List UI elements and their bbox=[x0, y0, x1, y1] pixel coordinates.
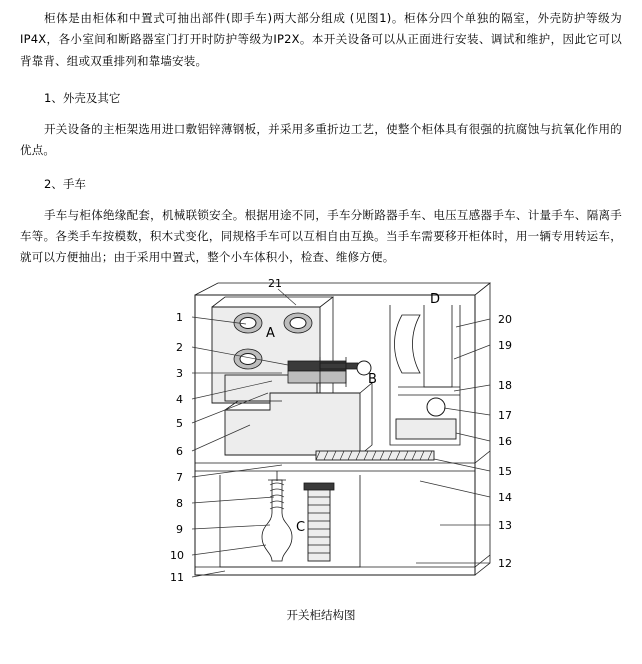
section-heading-2: 2、手车 bbox=[44, 176, 86, 191]
figure-label-2: 2 bbox=[176, 340, 183, 354]
spacer bbox=[20, 109, 622, 119]
figure-label-9: 9 bbox=[176, 522, 183, 536]
figure-letter-a: A bbox=[266, 325, 275, 341]
figure-label-4: 4 bbox=[176, 392, 183, 406]
figure-label-11: 11 bbox=[170, 570, 184, 584]
spacer bbox=[20, 74, 622, 88]
figure-label-7: 7 bbox=[176, 470, 183, 484]
spacer bbox=[20, 195, 622, 205]
paragraph-enclosure: 开关设备的主柜架选用进口敷铝锌薄钢板，并采用多重折边工艺，使整个柜体具有很强的抗腐蚀与抗氧化作用的优点。 bbox=[20, 122, 622, 158]
figure-label-21: 21 bbox=[268, 276, 282, 290]
paragraph-truck: 手车与柜体绝缘配套，机械联锁安全。根据用途不同，手车分断路器手车、电压互感器手车、计量手车、隔离手车等。各类手车按模数，积木式变化，同规格手车可以互相自由互换。当手车需要移开柜体时，用一辆专用转运车，就可以方便抽出；由于采用中置式，整个小车体积小，检查、维修方便。 bbox=[20, 207, 622, 265]
figure-caption: 开关柜结构图 bbox=[286, 607, 356, 622]
figure-label-16: 16 bbox=[498, 434, 512, 448]
figure-letter-d: D bbox=[430, 291, 441, 307]
section-heading-1: 1、外壳及其它 bbox=[44, 90, 121, 105]
figure-label-1: 1 bbox=[176, 310, 183, 324]
spacer bbox=[20, 164, 622, 174]
paragraph-intro: 柜体是由柜体和中置式可抽出部件(即手车)两大部分组成 (见图1)。柜体分四个单独的隔室，外壳防护等级为IP4X，各小室间和断路器室门打开时防护等级为IP2X。本开关设备可以从正面进行安装、调试和维护，因此它可以背靠背、组或双重排列和靠墙安装。 bbox=[20, 11, 622, 68]
figure-label-10: 10 bbox=[170, 548, 184, 562]
figure-label-13: 13 bbox=[498, 518, 512, 532]
figure-label-6: 6 bbox=[176, 444, 183, 458]
figure-letter-c: C bbox=[296, 519, 306, 535]
figure-label-18: 18 bbox=[498, 378, 512, 392]
figure-label-14: 14 bbox=[498, 490, 512, 504]
figure-label-19: 19 bbox=[498, 338, 512, 352]
figure-label-3: 3 bbox=[176, 366, 183, 380]
figure-label-12: 12 bbox=[498, 556, 512, 570]
figure-label-8: 8 bbox=[176, 496, 183, 510]
figure-label-17: 17 bbox=[498, 408, 512, 422]
figure-label-20: 20 bbox=[498, 312, 512, 326]
switchgear-diagram bbox=[20, 275, 622, 605]
figure-label-15: 15 bbox=[498, 464, 512, 478]
figure-switchgear-structure bbox=[20, 275, 622, 605]
figure-letter-b: B bbox=[368, 371, 377, 387]
figure-label-5: 5 bbox=[176, 416, 183, 430]
